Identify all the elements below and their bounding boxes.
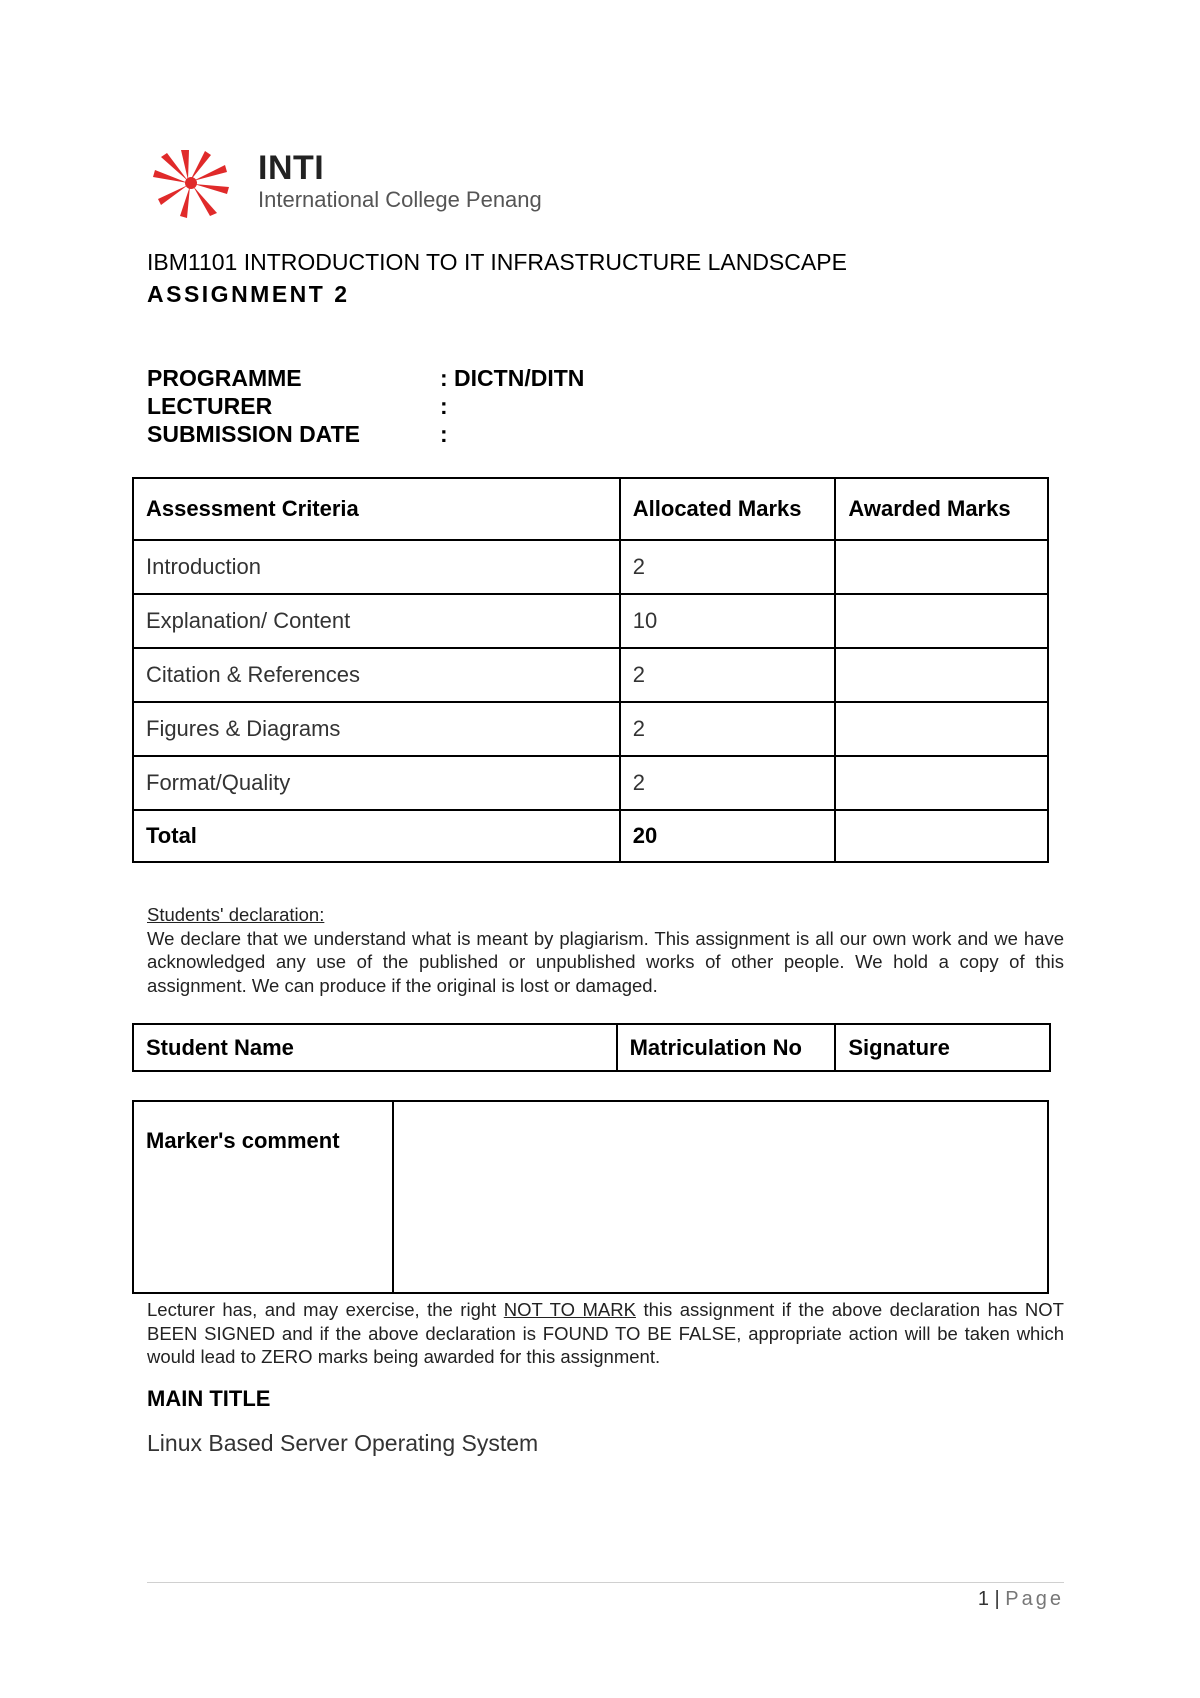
assessment-table (132, 477, 1049, 863)
course-title: IBM1101 INTRODUCTION TO IT INFRASTRUCTURE LANDSCAPE (147, 249, 847, 275)
page-label: Page (1005, 1588, 1064, 1610)
awarded-cell[interactable] (835, 702, 1048, 756)
total-awarded[interactable] (835, 810, 1048, 862)
logo-subtitle: International College Penang (258, 187, 542, 212)
criteria-cell: Citation & References (133, 648, 620, 702)
criteria-cell: Format/Quality (133, 756, 620, 810)
student-table (132, 1023, 1051, 1072)
total-label: Total (133, 810, 620, 862)
logo-name: INTI (258, 149, 325, 187)
awarded-cell[interactable] (835, 594, 1048, 648)
declaration-text: We declare that we understand what is meant by plagiarism. This assignment is all our own work and we have acknowledged any use of the published or unpublished works of other people. We hold a copy of this assignment. We can produce if the original is lost or damaged. (147, 927, 1064, 996)
programme-value: : DICTN/DITN (440, 365, 585, 391)
notice-part2: this assignment if the above declaration has NOT BEEN SIGNED and if the above declaration is FOUND TO BE FALSE, appropriate action will be taken which would lead to ZERO marks being awarded for this assignment. (147, 1299, 1064, 1367)
comment-row (133, 1101, 1048, 1293)
declaration-block (147, 903, 1064, 997)
page-number: 1 (977, 1588, 989, 1610)
table-row (133, 702, 1048, 756)
programme-label: PROGRAMME (147, 365, 302, 391)
footer-divider (147, 1582, 1064, 1583)
total-allocated: 20 (620, 810, 836, 862)
awarded-cell[interactable] (835, 756, 1048, 810)
submission-date-label: SUBMISSION DATE (147, 421, 360, 447)
table-row (133, 756, 1048, 810)
awarded-cell[interactable] (835, 648, 1048, 702)
allocated-cell: 2 (620, 540, 836, 594)
table-header-row (133, 478, 1048, 540)
header-allocated: Allocated Marks (620, 478, 836, 540)
allocated-cell: 2 (620, 756, 836, 810)
criteria-cell: Figures & Diagrams (133, 702, 620, 756)
comment-table (132, 1100, 1049, 1294)
not-to-mark-text: NOT TO MARK (503, 1299, 636, 1320)
declaration-heading: Students' declaration: (147, 904, 325, 925)
allocated-cell: 2 (620, 648, 836, 702)
notice-part1: Lecturer has, and may exercise, the right (147, 1299, 504, 1320)
matriculation-header: Matriculation No (617, 1024, 836, 1071)
student-name-header: Student Name (133, 1024, 617, 1071)
page-separator: | (994, 1588, 1000, 1610)
lecturer-label: LECTURER (147, 393, 273, 419)
submission-date-value: : (440, 421, 448, 447)
table-row (133, 540, 1048, 594)
criteria-cell: Explanation/ Content (133, 594, 620, 648)
main-title-heading: MAIN TITLE (147, 1386, 271, 1411)
header-criteria: Assessment Criteria (133, 478, 620, 540)
total-row (133, 810, 1048, 862)
assignment-title: ASSIGNMENT 2 (147, 281, 350, 307)
table-row (133, 648, 1048, 702)
table-row (133, 594, 1048, 648)
inti-logo (148, 148, 568, 218)
criteria-cell: Introduction (133, 540, 620, 594)
student-header-row (133, 1024, 1050, 1071)
inti-star-icon (148, 148, 234, 218)
page-footer (978, 1588, 1064, 1611)
allocated-cell: 2 (620, 702, 836, 756)
lecturer-value: : (440, 393, 448, 419)
allocated-cell: 10 (620, 594, 836, 648)
signature-header: Signature (835, 1024, 1050, 1071)
awarded-cell[interactable] (835, 540, 1048, 594)
header-awarded: Awarded Marks (835, 478, 1048, 540)
main-title-subtitle: Linux Based Server Operating System (147, 1430, 539, 1456)
marker-comment-label: Marker's comment (133, 1101, 393, 1293)
notice-paragraph (147, 1298, 1064, 1369)
marker-comment-field[interactable] (393, 1101, 1048, 1293)
